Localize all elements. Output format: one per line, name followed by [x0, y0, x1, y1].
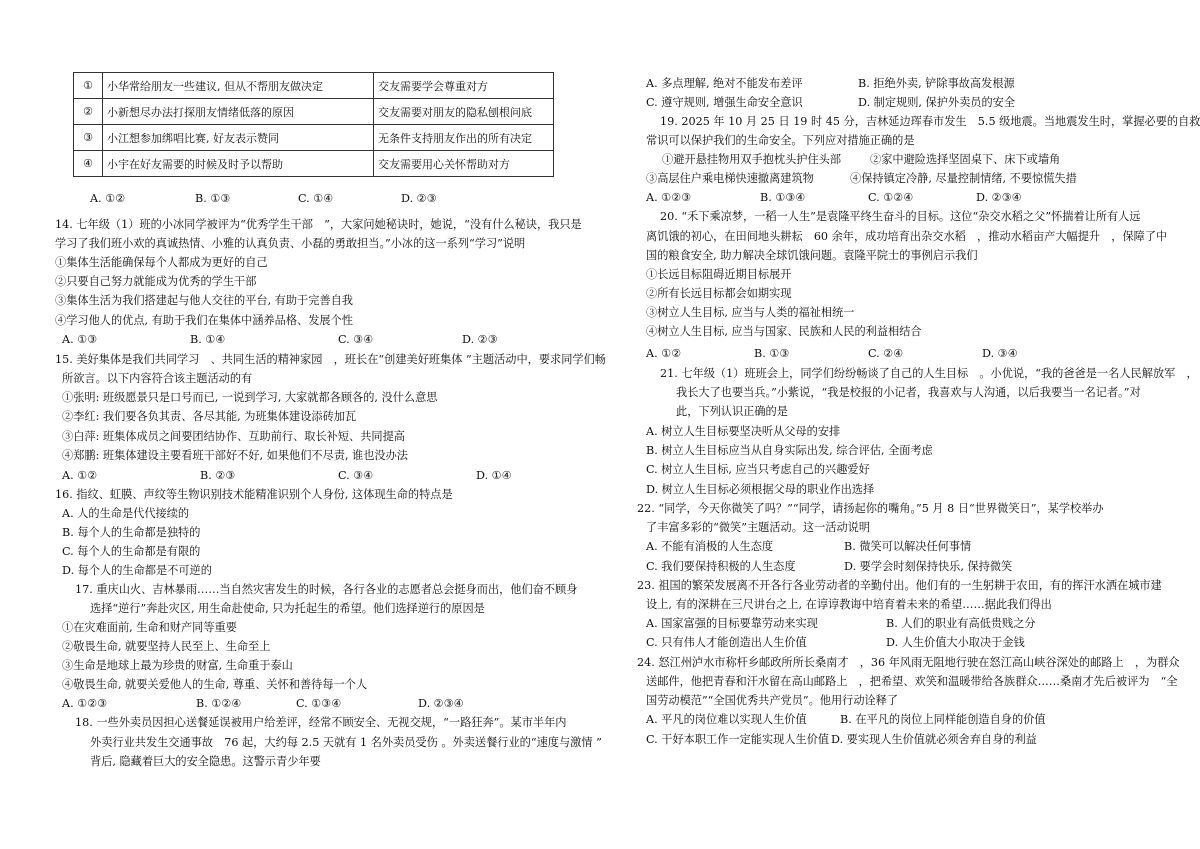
table-row [74, 151, 554, 177]
q22-stem-line1: 22. “同学，今天你微笑了吗？”“同学，请扬起你的嘴角。”5 月 8 日“世界微笑日”，某学校举办 [637, 502, 1104, 515]
q16-option-a[interactable]: A. 人的生命是代代接续的 [62, 507, 190, 520]
q17-option-b[interactable]: B. ①②④ [196, 697, 242, 710]
q21-option-d[interactable]: D. 树立人生目标必须根据父母的职业作出选择 [646, 483, 875, 496]
q20-item-1: ①长远目标阻碍近期目标展开 [646, 268, 792, 281]
q19-option-a[interactable]: A. ①②③ [646, 191, 692, 204]
q17-item-3: ③生命是地球上最为珍贵的财富, 生命重于泰山 [62, 659, 293, 672]
q21-stem-line1: 21. 七年级（1）班班会上，同学们纷纷畅谈了自己的人生目标 。小优说，“我的爸爸是一名人民解放军 ， [660, 367, 1198, 380]
q19-item-2: ②家中避险选择坚固桌下、床下或墙角 [870, 153, 1061, 166]
q24-option-a[interactable]: A. 平凡的岗位难以实现人生价值 [646, 713, 807, 726]
q19-option-c[interactable]: C. ①②④ [868, 191, 914, 204]
q14-stem-line2: 学习了我们班小欢的真诚热情、小雅的认真负责、小磊的勇敢担当。”小冰的这一系列“学习”说明 [55, 237, 526, 250]
q19-stem-line2: 常识可以保护我们的生命安全。下列应对措施正确的是 [646, 134, 915, 147]
q13-option-c[interactable]: C. ①④ [298, 192, 334, 205]
q14-item-4: ④学习他人的优点, 有助于我们在集体中涵养品格、发展个性 [55, 314, 353, 327]
q16-option-b[interactable]: B. 每个人的生命都是独特的 [62, 526, 201, 539]
q21-option-b[interactable]: B. 树立人生目标应当从自身实际出发, 综合评估, 全面考虑 [646, 444, 933, 457]
q19-item-1: ①避开悬挂物用双手抱枕头护住头部 [662, 153, 842, 166]
q20-stem-line3: 国的粮食安全, 助力解决全球饥饿问题。袁隆平院士的事例启示我们 [646, 249, 978, 262]
q17-option-a[interactable]: A. ①②③ [62, 697, 108, 710]
q20-item-4: ④树立人生目标, 应当与国家、民族和人民的利益相结合 [646, 325, 922, 338]
q13-option-d[interactable]: D. ②③ [401, 192, 437, 205]
q13-option-b[interactable]: B. ①③ [195, 192, 231, 205]
q21-option-c[interactable]: C. 树立人生目标, 应当只考虑自己的兴趣爱好 [646, 463, 870, 476]
q13-option-a[interactable]: A. ①② [90, 192, 126, 205]
right-column [600, 0, 1200, 849]
q21-stem-line2: 我长大了也要当兵。”小紫说，“我是校报的小记者，我喜欢与人沟通，以后我要当一名记者。”对 [676, 386, 1141, 399]
q22-option-b[interactable]: B. 微笑可以解决任何事情 [844, 540, 972, 553]
q14-item-2: ②只要自己努力就能成为优秀的学生干部 [55, 275, 257, 288]
q24-option-c[interactable]: C. 干好本职工作一定能实现人生价值 [646, 733, 830, 746]
q24-option-b[interactable]: B. 在平凡的岗位上同样能创造自身的价值 [840, 713, 1046, 726]
q20-stem-line2: 离饥饿的初心，在田间地头耕耘 60 余年，成功培育出杂交水稻 ，推动水稻亩产大幅提升 ，保障了中 [646, 230, 1168, 243]
q17-option-c[interactable]: C. ①③④ [296, 697, 342, 710]
q15-item-2: ②李红: 我们要各负其责、各尽其能, 为班集体建设添砖加瓦 [62, 410, 357, 423]
case-cell: 小华常给朋友一些建议, 但从不帮朋友做决定 [103, 73, 374, 99]
q21-stem-line3: 此，下列认识正确的是 [676, 405, 788, 418]
q19-item-4: ④保持镇定冷静, 尽量控制情绪, 不要惊慌失措 [850, 172, 1077, 185]
q14-item-1: ①集体生活能确保每个人都成为更好的自己 [55, 256, 268, 269]
table-row [74, 99, 554, 125]
q13-case-table [73, 72, 554, 177]
q20-option-c[interactable]: C. ②④ [868, 347, 904, 360]
row-number: ① [74, 73, 103, 99]
table-row [74, 73, 554, 99]
q15-option-c[interactable]: C. ③④ [338, 469, 374, 482]
q19-option-d[interactable]: D. ②③④ [976, 191, 1022, 204]
q24-stem-line3: 国劳动模范”“全国优秀共产党员”。他用行动诠释了 [646, 694, 899, 707]
q18-option-c[interactable]: C. 遵守规则, 增强生命安全意识 [646, 96, 803, 109]
q20-item-3: ③树立人生目标, 应当与人类的福祉相统一 [646, 306, 855, 319]
row-number: ③ [74, 125, 103, 151]
q24-option-d[interactable]: D. 要实现人生价值就必须舍弃自身的利益 [831, 733, 1037, 746]
q18-option-a[interactable]: A. 多点理解, 绝对不能发布差评 [646, 77, 803, 90]
q16-stem: 16. 指纹、虹膜、声纹等生物识别技术能精准识别个人身份, 这体现生命的特点是 [55, 488, 453, 501]
q20-stem-line1: 20. “禾下乘凉梦，一稻一人生”是袁隆平终生奋斗的目标。这位“杂交水稻之父”怀揣着让所有人远 [660, 210, 1141, 223]
q17-option-d[interactable]: D. ②③④ [418, 697, 464, 710]
q15-stem-line2: 所欲言。以下内容符合该主题活动的有 [62, 372, 253, 385]
q22-option-a[interactable]: A. 不能有消极的人生态度 [646, 540, 774, 553]
meaning-cell: 交友需要用心关怀帮助对方 [374, 151, 554, 177]
q16-option-d[interactable]: D. 每个人的生命都是不可逆的 [62, 564, 212, 577]
q20-item-2: ②所有长远目标都会如期实现 [646, 287, 792, 300]
q23-option-b[interactable]: B. 人们的职业有高低贵贱之分 [886, 617, 1036, 630]
q20-option-b[interactable]: B. ①③ [754, 347, 790, 360]
q14-stem-line1: 14. 七年级（1）班的小冰同学被评为“优秀学生干部 ”，大家问她秘诀时，她说，“没有什么秘诀，我只是 [55, 218, 582, 231]
q23-option-a[interactable]: A. 国家富强的目标要靠劳动来实现 [646, 617, 818, 630]
q23-option-d[interactable]: D. 人生价值大小取决于金钱 [886, 636, 1025, 649]
q18-stem-line2: 外卖行业共发生交通事故 76 起，大约每 2.5 天就有 1 名外卖员受伤 。外卖送餐行业的“速度与激情 ” [90, 736, 602, 749]
q17-item-1: ①在灾难面前, 生命和财产同等重要 [62, 621, 237, 634]
q17-stem-line2: 选择“逆行”奔赴灾区, 用生命赴使命, 只为托起生的希望。他们选择逆行的原因是 [90, 602, 485, 615]
row-number: ② [74, 99, 103, 125]
q15-option-d[interactable]: D. ①④ [476, 469, 512, 482]
q14-option-b[interactable]: B. ①④ [190, 333, 226, 346]
row-number: ④ [74, 151, 103, 177]
q21-option-a[interactable]: A. 树立人生目标要坚决听从父母的安排 [646, 425, 841, 438]
q24-stem-line1: 24. 怒江州泸水市称杆乡邮政所所长桑南才 ，36 年风雨无阻地行驶在怒江高山峡谷深处的邮路上 ，为群众 [637, 656, 1180, 669]
q14-option-d[interactable]: D. ②③ [462, 333, 498, 346]
q18-stem-line1: 18. 一些外卖员因担心送餐延误被用户给差评，经常不顾安全、无视交规，“一路狂奔”。某市半年内 [75, 716, 567, 729]
q22-option-c[interactable]: C. 我们要保持积极的人生态度 [646, 560, 796, 573]
meaning-cell: 交友需要学会尊重对方 [374, 73, 554, 99]
q16-option-c[interactable]: C. 每个人的生命都是有限的 [62, 545, 201, 558]
q15-option-b[interactable]: B. ②③ [200, 469, 236, 482]
q15-option-a[interactable]: A. ①② [62, 469, 98, 482]
q14-item-3: ③集体生活为我们搭建起与他人交往的平台, 有助于完善自我 [55, 294, 353, 307]
q24-stem-line2: 送邮件，他把青春和汗水留在高山邮路上 ，把希望、欢笑和温暖带给各族群众……桑南才先后被评为 “全 [646, 675, 1178, 688]
case-cell: 小新想尽办法打探朋友情绪低落的原因 [103, 99, 374, 125]
q18-stem-line3: 背后, 隐藏着巨大的安全隐患。这警示青少年要 [90, 755, 321, 768]
q20-option-d[interactable]: D. ③④ [982, 347, 1018, 360]
q15-item-4: ④郑鹏: 班集体建设主要看班干部好不好, 如果他们不尽责, 谁也没办法 [62, 449, 408, 462]
q14-option-c[interactable]: C. ③④ [338, 333, 374, 346]
q19-option-b[interactable]: B. ①③④ [760, 191, 806, 204]
q23-stem-line1: 23. 祖国的繁荣发展离不开各行各业劳动者的辛勤付出。他们有的一生躬耕于农田，有的挥汗水洒在城市建 [637, 579, 1162, 592]
q23-option-c[interactable]: C. 只有伟人才能创造出人生价值 [646, 636, 807, 649]
q15-item-1: ①张明: 班级愿景只是口号而已, 一说到学习, 大家就都各顾各的, 没什么意思 [62, 391, 438, 404]
q18-option-b[interactable]: B. 拒绝外卖, 铲除事故高发根源 [858, 77, 1015, 90]
q22-option-d[interactable]: D. 要学会时刻保持快乐, 保持微笑 [844, 560, 1013, 573]
q14-option-a[interactable]: A. ①③ [62, 333, 98, 346]
q17-stem-line1: 17. 重庆山火、吉林暴雨……当自然灾害发生的时候，各行各业的志愿者总会挺身而出，他们奋不顾身 [75, 583, 578, 596]
meaning-cell: 无条件支持朋友作出的所有决定 [374, 125, 554, 151]
q17-item-4: ④敬畏生命, 就要关爱他人的生命, 尊重、关怀和善待每一个人 [62, 678, 368, 691]
q17-item-2: ②敬畏生命, 就要坚持人民至上、生命至上 [62, 640, 271, 653]
q22-stem-line2: 了丰富多彩的“微笑”主题活动。这一活动说明 [646, 521, 871, 534]
q20-option-a[interactable]: A. ①② [646, 347, 682, 360]
q18-option-d[interactable]: D. 制定规则, 保护外卖员的安全 [858, 96, 1016, 109]
q15-stem-line1: 15. 美好集体是我们共同学习 、共同生活的精神家园 ，班长在“创建美好班集体 ”主题活动中，要求同学们畅 [55, 353, 606, 366]
q15-item-3: ③白萍: 班集体成员之间要团结协作、互助前行、取长补短、共同提高 [62, 430, 405, 443]
q23-stem-line2: 设上, 有的深耕在三尺讲台之上, 在谆谆教诲中培育着未来的希望……据此我们得出 [646, 598, 1052, 611]
case-cell: 小宇在好友需要的时候及时予以帮助 [103, 151, 374, 177]
meaning-cell: 交友需要对朋友的隐私刨根问底 [374, 99, 554, 125]
case-cell: 小江想参加绑唱比赛, 好友表示赞同 [103, 125, 374, 151]
q19-stem-line1: 19. 2025 年 10 月 25 日 19 时 45 分，吉林延边珲春市发生 5.5 级地震。当地震发生时，掌握必要的自救 [660, 115, 1200, 128]
q19-item-3: ③高层住户乘电梯快速撤离建筑物 [646, 172, 814, 185]
table-row [74, 125, 554, 151]
